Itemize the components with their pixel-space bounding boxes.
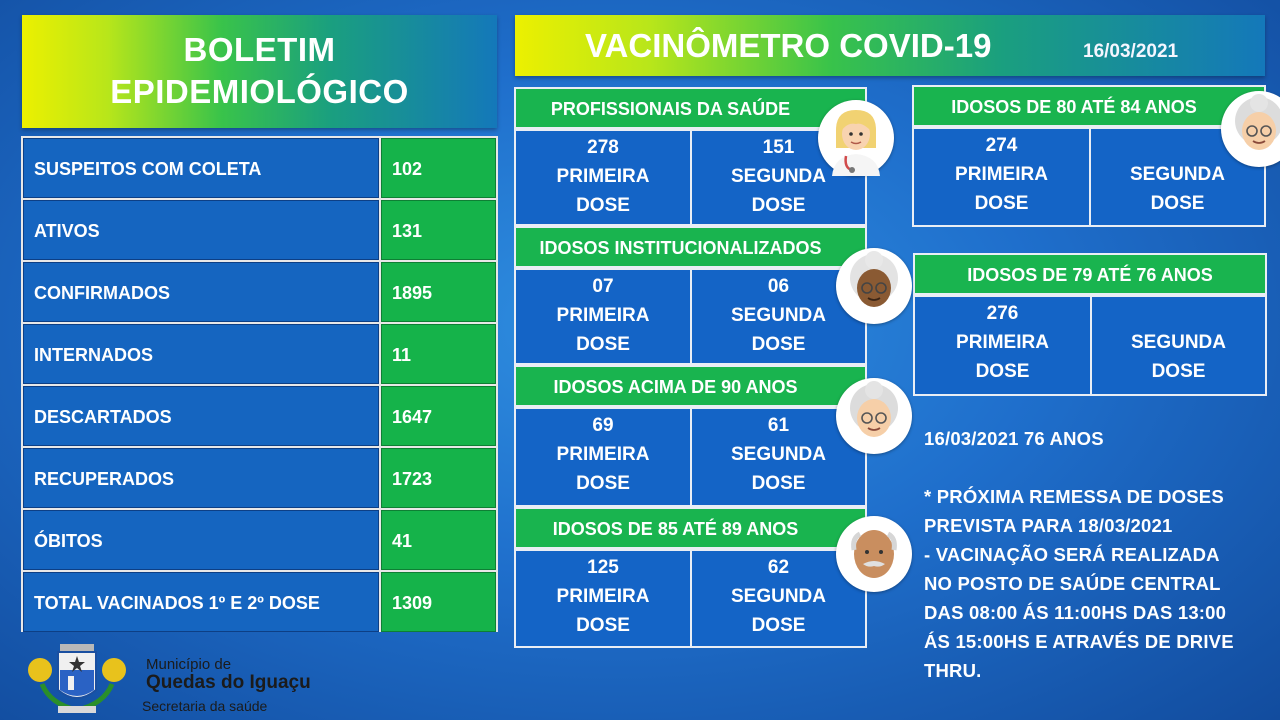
dose-label: DOSE <box>751 473 806 494</box>
vaccinometer-title: VACINÔMETRO COVID-19 <box>585 27 992 64</box>
vaccine-group-institutionalized <box>514 226 867 365</box>
second-dose-count: 06 <box>767 276 790 297</box>
first-dose-label: PRIMEIRA <box>556 305 650 326</box>
dose-label: DOSE <box>751 615 806 636</box>
first-dose-label: PRIMEIRA <box>956 332 1049 353</box>
second-dose-label: SEGUNDA <box>730 166 826 187</box>
note-line: * PRÓXIMA REMESSA DE DOSES <box>924 486 1224 507</box>
row-value: 1895 <box>381 262 496 322</box>
row-value: 102 <box>381 138 496 198</box>
table-row <box>23 324 496 386</box>
note-line: PREVISTA PARA 18/03/2021 <box>924 515 1173 536</box>
second-dose-count: 61 <box>767 415 790 436</box>
bulletin-title-line2: EPIDEMIOLÓGICO <box>110 73 409 110</box>
note-date-line: 16/03/2021 76 ANOS <box>924 428 1104 449</box>
second-dose-label: SEGUNDA <box>730 305 826 326</box>
first-dose-count: 125 <box>587 557 619 578</box>
row-value: 1723 <box>381 448 496 508</box>
bulletin-table <box>21 136 498 632</box>
vaccinometer-date: 16/03/2021 <box>1083 41 1179 62</box>
second-dose-count: 62 <box>767 557 790 578</box>
row-label: TOTAL VACINADOS 1º E 2º DOSE <box>23 572 379 632</box>
note-line: - VACINAÇÃO SERÁ REALIZADA <box>924 544 1220 565</box>
footer-municipio: Município de <box>146 656 232 673</box>
vaccinometer-title-banner <box>515 15 1265 76</box>
municipal-coat-of-arms-icon <box>22 640 132 718</box>
first-dose-cell <box>516 551 690 646</box>
group-title: IDOSOS DE 80 ATÉ 84 ANOS <box>914 87 1264 127</box>
row-value: 11 <box>381 324 496 384</box>
group-title: IDOSOS DE 79 ATÉ 76 ANOS <box>915 255 1265 295</box>
dose-label: DOSE <box>751 334 806 355</box>
elderly-woman-icon <box>1221 91 1280 167</box>
table-row <box>23 386 496 448</box>
row-label: RECUPERADOS <box>23 448 379 508</box>
dose-label: DOSE <box>1150 193 1205 214</box>
row-value: 41 <box>381 510 496 570</box>
dose-label: DOSE <box>576 334 630 355</box>
second-dose-label: SEGUNDA <box>1130 332 1226 353</box>
first-dose-label: PRIMEIRA <box>556 586 650 607</box>
first-dose-cell <box>516 270 690 363</box>
group-title: IDOSOS DE 85 ATÉ 89 ANOS <box>516 509 865 549</box>
table-row <box>23 572 496 634</box>
row-value: 1309 <box>381 572 496 632</box>
vaccine-group-80-84 <box>912 85 1266 227</box>
note-line: THRU. <box>924 660 982 681</box>
first-dose-label: PRIMEIRA <box>556 444 650 465</box>
table-row <box>23 138 496 200</box>
first-dose-count: 274 <box>985 135 1018 156</box>
row-value: 131 <box>381 200 496 260</box>
dose-label: DOSE <box>576 615 630 636</box>
table-row <box>23 510 496 572</box>
health-worker-icon <box>818 100 894 176</box>
dose-label: DOSE <box>576 195 630 216</box>
vaccine-group-76-79 <box>913 253 1267 396</box>
row-label: DESCARTADOS <box>23 386 379 446</box>
note-line: ÁS 15:00HS E ATRAVÉS DE DRIVE <box>924 631 1234 652</box>
first-dose-count: 278 <box>587 137 619 158</box>
row-label: ATIVOS <box>23 200 379 260</box>
note-line: DAS 08:00 ÁS 11:00HS DAS 13:00 <box>924 602 1227 623</box>
row-value: 1647 <box>381 386 496 446</box>
table-row <box>23 200 496 262</box>
first-dose-cell <box>516 131 690 224</box>
vaccine-group-85-89 <box>514 507 867 648</box>
table-row <box>23 262 496 324</box>
group-title: IDOSOS INSTITUCIONALIZADOS <box>516 228 865 268</box>
elderly-woman-dark-icon <box>836 248 912 324</box>
first-dose-label: PRIMEIRA <box>556 166 650 187</box>
row-label: SUSPEITOS COM COLETA <box>23 138 379 198</box>
group-title: PROFISSIONAIS DA SAÚDE <box>516 89 865 129</box>
first-dose-cell <box>914 129 1089 225</box>
first-dose-cell <box>915 297 1090 394</box>
table-row <box>23 448 496 510</box>
dose-label: DOSE <box>1151 361 1206 382</box>
footer-city: Quedas do Iguaçu <box>146 672 311 693</box>
elderly-woman-icon <box>836 378 912 454</box>
vaccine-group-health-workers <box>514 87 867 226</box>
row-label: INTERNADOS <box>23 324 379 384</box>
bulletin-title-banner <box>22 15 497 128</box>
vaccine-group-over-90 <box>514 365 867 507</box>
dose-label: DOSE <box>974 193 1029 214</box>
second-dose-count: 151 <box>762 137 795 158</box>
first-dose-count: 69 <box>592 415 614 436</box>
first-dose-count: 07 <box>592 276 614 297</box>
note-line: NO POSTO DE SAÚDE CENTRAL <box>924 573 1221 594</box>
dose-label: DOSE <box>975 361 1030 382</box>
dose-label: DOSE <box>576 473 630 494</box>
second-dose-label: SEGUNDA <box>730 444 826 465</box>
group-title: IDOSOS ACIMA DE 90 ANOS <box>516 367 865 407</box>
second-dose-label: SEGUNDA <box>1129 164 1225 185</box>
first-dose-label: PRIMEIRA <box>955 164 1048 185</box>
first-dose-cell <box>516 409 690 505</box>
notes-paragraph <box>924 482 1234 685</box>
first-dose-count: 276 <box>986 303 1019 324</box>
second-dose-cell <box>1092 297 1265 394</box>
second-dose-label: SEGUNDA <box>730 586 826 607</box>
elderly-man-icon <box>836 516 912 592</box>
row-label: ÓBITOS <box>23 510 379 570</box>
footer-department: Secretaria da saúde <box>142 698 268 714</box>
bulletin-title-line1: BOLETIM <box>183 31 336 68</box>
row-label: CONFIRMADOS <box>23 262 379 322</box>
dose-label: DOSE <box>751 195 806 216</box>
